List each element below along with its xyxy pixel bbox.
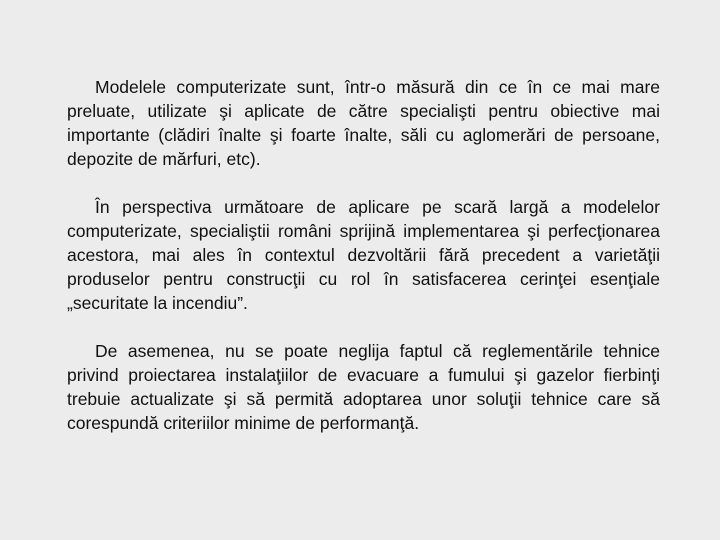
paragraph-3: De asemenea, nu se poate neglija faptul că reglementările tehnice privind proiectarea instalaţiilor de evacuare a fumului şi gazelor fierbinţi trebuie actualizate şi să permită adoptarea unor soluţii tehnice care să corespundă criteriilor minime de performanţă.	[67, 341, 660, 433]
text-body	[67, 75, 660, 435]
paragraph-1: Modelele computerizate sunt, într-o măsură din ce în ce mai mare preluate, utilizate şi aplicate de către specialişti pentru obiective mai importante (clădiri înalte şi foarte înalte, săli cu aglomerări de persoane, depozite de mărfuri, etc).	[67, 77, 660, 169]
paragraph-2: În perspectiva următoare de aplicare pe scară largă a modelelor computerizate, specialiştii români sprijină implementarea şi perfecţionarea acestora, mai ales în contextul dezvoltării fără precedent a varietăţii produselor pentru construcţii cu rol în satisfacerea cerinţei esenţiale „securitate la incendiu”.	[67, 197, 660, 313]
